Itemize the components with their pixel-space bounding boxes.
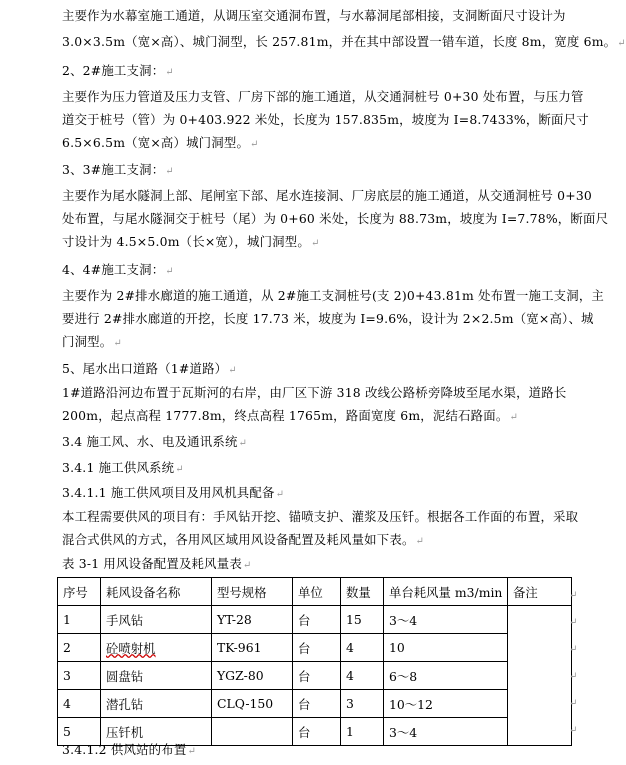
table-row (58, 662, 572, 690)
header-cell: 单台耗风量 m3/min (384, 578, 508, 606)
paragraph-line: 道交于桩号（管）为 0+403.922 米处，长度为 157.835m，坡度为 I=8.7433%，断面尺寸 (62, 112, 589, 127)
paragraph-line: 主要作为尾水隧洞上部、尾闸室下部、尾水连接洞、厂房底层的施工通道，从交通洞桩号 0+30 (62, 188, 593, 203)
section-heading: 5、尾水出口道路（1#道路）↵ (62, 361, 237, 376)
table-cell: 3～4 (384, 606, 508, 634)
paragraph-line: 本工程需要供风的项目有：手风钻开挖、锚喷支护、灌浆及压钎。根据各工作面的布置，采取 (62, 509, 579, 524)
table-cell: 4 (58, 690, 101, 718)
remarks-cell (508, 606, 572, 746)
row-end-mark: ↵ (569, 671, 578, 682)
paragraph-line: 3.0×3.5m（宽×高）、城门洞型，长 257.81m，并在其中部设置一错车道，长度 8m，宽度 6m。↵ (62, 34, 626, 49)
section-heading: 3、3#施工支洞：↵ (62, 162, 174, 177)
row-end-mark: ↵ (569, 725, 578, 736)
table-cell: 台 (293, 606, 341, 634)
table-cell: 10～12 (384, 690, 508, 718)
table-cell: TK-961 (212, 634, 293, 662)
header-cell: 序号 (58, 578, 101, 606)
row-end-mark: ↵ (569, 698, 578, 709)
paragraph-line: 主要作为水幕室施工通道，从调压室交通洞布置，与水幕洞尾部相接，支洞断面尺寸设计为 (62, 8, 566, 23)
table-row (58, 690, 572, 718)
table-cell: 圆盘钻 (101, 662, 212, 690)
row-end-mark: ↵ (569, 617, 578, 628)
paragraph-line: 6.5×6.5m（宽×高）城门洞型。↵ (62, 135, 259, 150)
table-cell: YGZ-80 (212, 662, 293, 690)
table-cell: 砼喷射机 (101, 634, 212, 662)
row-end-mark: ↵ (569, 590, 578, 601)
table-cell: 3～4 (384, 718, 508, 746)
table-cell: 台 (293, 690, 341, 718)
table-row (58, 606, 572, 634)
table-cell: 台 (293, 634, 341, 662)
table-caption: 表 3-1 用风设备配置及耗风量表↵ (62, 556, 252, 571)
header-cell: 耗风设备名称 (101, 578, 212, 606)
section-heading: 3.4 施工风、水、电及通讯系统↵ (62, 434, 248, 449)
table-cell: 1 (58, 606, 101, 634)
paragraph-line: 200m，起点高程 1777.8m，终点高程 1765m，路面宽度 6m，泥结石路面。↵ (62, 408, 519, 423)
table-cell: 10 (384, 634, 508, 662)
table-cell: 4 (341, 634, 384, 662)
paragraph-line: 1#道路沿河边布置于瓦斯河的右岸，由厂区下游 318 改线公路桥旁降坡至尾水渠，道路长 (62, 385, 567, 400)
row-end-mark: ↵ (569, 644, 578, 655)
table-cell: 潜孔钻 (101, 690, 212, 718)
paragraph-line: 寸设计为 4.5×5.0m（长×宽），城门洞型。↵ (62, 234, 320, 249)
table-cell: 台 (293, 662, 341, 690)
table-cell: YT-28 (212, 606, 293, 634)
section-heading: 3.4.1.2 供风站的布置↵ (62, 742, 197, 757)
section-heading: 4、4#施工支洞：↵ (62, 262, 174, 277)
paragraph-line: 主要作为压力管道及压力支管、厂房下部的施工通道，从交通洞桩号 0+30 处布置，与压力管 (62, 89, 584, 104)
paragraph-line: 门洞型。↵ (62, 334, 122, 349)
table-row (58, 634, 572, 662)
header-cell: 数量 (341, 578, 384, 606)
paragraph-line: 主要作为 2#排水廊道的施工通道，从 2#施工支洞桩号(支 2)0+43.81m 处布置一施工支洞，主 (62, 288, 605, 303)
header-cell: 单位 (293, 578, 341, 606)
paragraph-line: 混合式供风的方式，各用风区域用风设备配置及耗风量如下表。↵ (62, 532, 425, 547)
table-cell: 6～8 (384, 662, 508, 690)
air-equipment-table (57, 577, 572, 746)
section-heading: 3.4.1 施工供风系统↵ (62, 460, 184, 475)
section-heading: 2、2#施工支洞：↵ (62, 63, 174, 78)
table-cell: 5 (58, 718, 101, 746)
header-cell: 备注 (508, 578, 572, 606)
table-cell: 手风钻 (101, 606, 212, 634)
table-cell: 15 (341, 606, 384, 634)
table-cell: 1 (341, 718, 384, 746)
table-cell: 压钎机 (101, 718, 212, 746)
table-cell: CLQ-150 (212, 690, 293, 718)
paragraph-line: 要进行 2#排水廊道的开挖，长度 17.73 米，坡度为 I=9.6%，设计为 2×2.5m（宽×高）、城 (62, 311, 594, 326)
table-cell: 3 (58, 662, 101, 690)
table-cell: 台 (293, 718, 341, 746)
table-cell: 3 (341, 690, 384, 718)
table-cell: 4 (341, 662, 384, 690)
section-heading: 3.4.1.1 施工供风项目及用风机具配备↵ (62, 485, 285, 500)
paragraph-line: 处布置，与尾水隧洞交于桩号（尾）为 0+60 米处，长度为 88.73m，坡度为 I=7.78%，断面尺 (62, 211, 609, 226)
table-header-row (58, 578, 572, 606)
table-cell: 2 (58, 634, 101, 662)
header-cell: 型号规格 (212, 578, 293, 606)
